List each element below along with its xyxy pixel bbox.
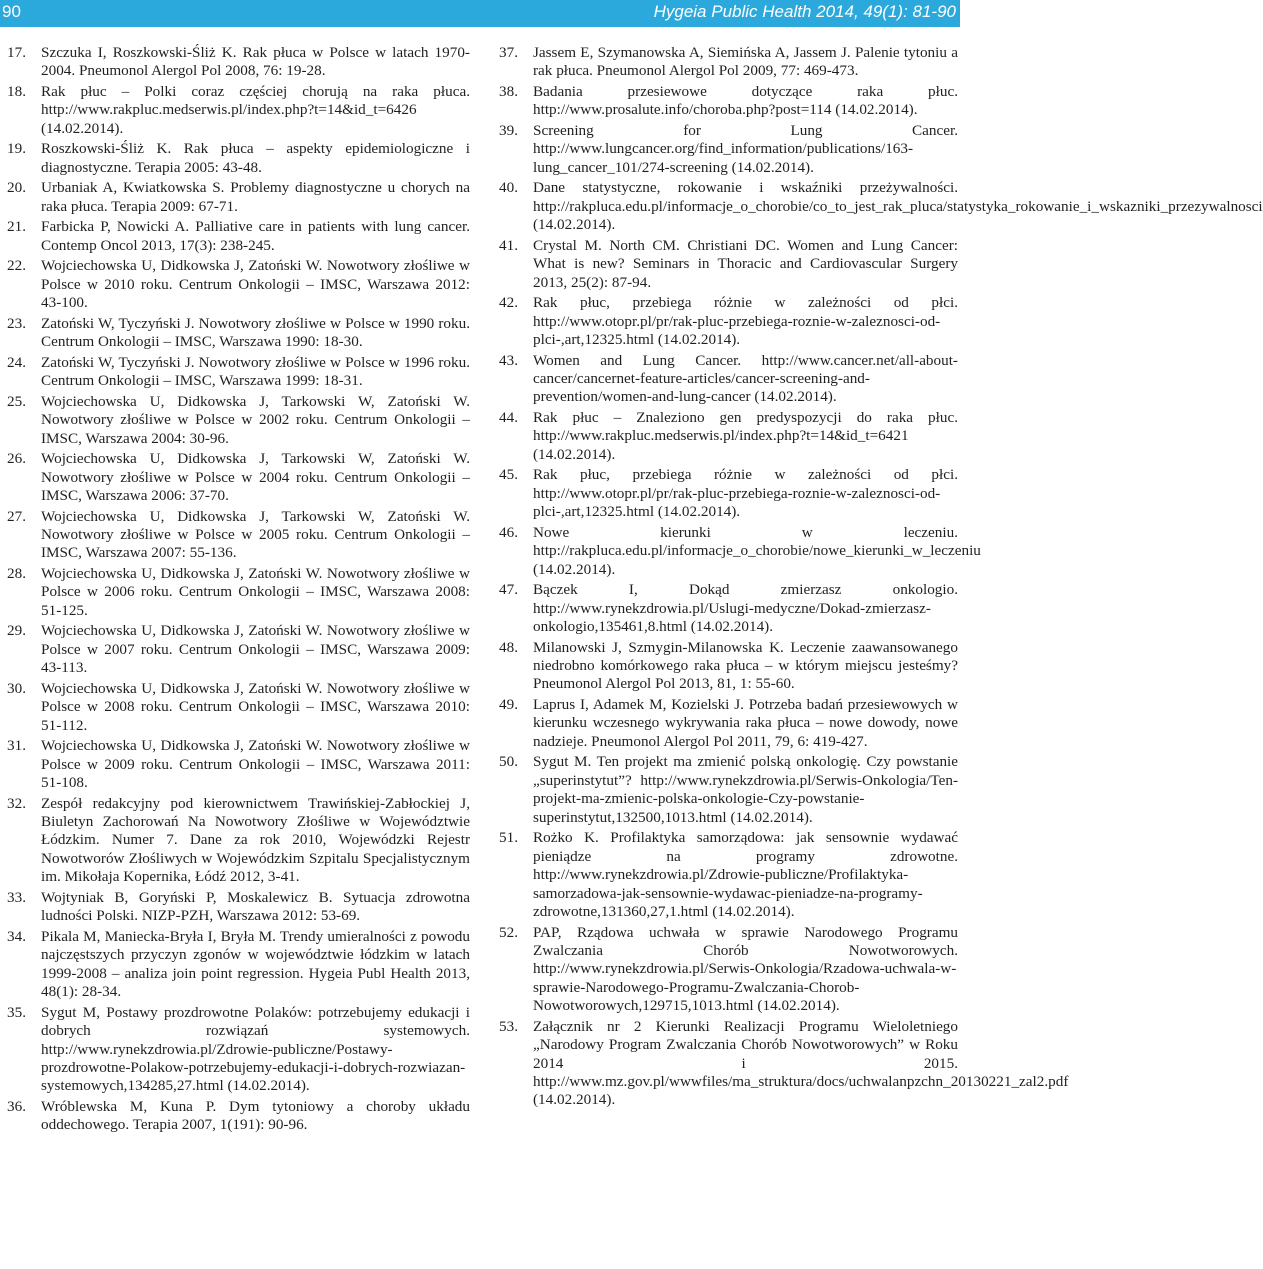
reference-text: Sygut M, Postawy prozdrowotne Polaków: potrzebujemy edukacji i dobrych rozwiązań systemowych. http://www.rynekzdrowia.pl/Zdrowie-publiczne/Postawy-prozdrowotne-Polakow-potrzebujemy-edukacji-i-dobrych-rozwiazan-systemowych,134285,27.html (14.02.2014).	[41, 1003, 470, 1095]
reference-text: Nowe kierunki w leczeniu. http://rakpluca.edu.pl/informacje_o_chorobie/nowe_kierunki_w_leczeniu (14.02.2014).	[533, 523, 981, 578]
reference-item	[0, 889, 470, 926]
reference-text: Laprus I, Adamek M, Kozielski J. Potrzeba badań przesiewowych w kierunku wczesnego wykrywania raka płuca – nowe dowody, nowe nadzieje. Pneumonol Alergol Pol 2011, 79, 6: 419-427.	[533, 696, 958, 750]
reference-number: 34.	[7, 927, 26, 945]
reference-number: 50.	[499, 753, 518, 771]
reference-number: 40.	[499, 179, 518, 197]
reference-item	[0, 622, 470, 677]
reference-item	[492, 523, 981, 579]
reference-text: Wojciechowska U, Didkowska J, Tarkowski W, Zatoński W. Nowotwory złośliwe w Polsce w 2004 roku. Centrum Onkologii – IMSC, Warszawa 2006: 37-70.	[41, 450, 470, 505]
reference-number: 32.	[7, 794, 26, 812]
reference-text: Wojciechowska U, Didkowska J, Zatoński W. Nowotwory złośliwe w Polsce w 2010 roku. Centrum Onkologii – IMSC, Warszawa 2012: 43-100.	[41, 257, 470, 312]
reference-item	[492, 639, 958, 694]
reference-text: Wojciechowska U, Didkowska J, Tarkowski W, Zatoński W. Nowotwory złośliwe w Polsce w 2002 roku. Centrum Onkologii – IMSC, Warszawa 2004: 30-96.	[41, 392, 470, 447]
reference-text: Rak płuc – Znaleziono gen predyspozycji do raka płuc. http://www.rakpluc.medserwis.pl/index.php?t=14&id_t=6421 (14.02.2014).	[533, 409, 958, 463]
reference-item	[0, 315, 470, 352]
reference-number: 28.	[7, 565, 26, 583]
reference-item	[492, 581, 958, 636]
reference-text: Wojciechowska U, Didkowska J, Zatoński W. Nowotwory złośliwe w Polsce w 2008 roku. Centrum Onkologii – IMSC, Warszawa 2010: 51-112.	[41, 679, 470, 734]
reference-text: Rak płuc, przebiega różnie w zależności od płci. http://www.otopr.pl/pr/rak-pluc-przebiega-roznie-w-zaleznosci-od-plci-,art,12325.html (14.02.2014).	[533, 466, 958, 521]
reference-number: 41.	[499, 236, 518, 254]
reference-text: Crystal M. North CM. Christiani DC. Women and Lung Cancer: What is new? Seminars in Thoracic and Cardiovascular Surgery 2013, 25(2): 87-94.	[533, 236, 958, 291]
reference-number: 20.	[7, 179, 26, 197]
reference-item	[0, 680, 470, 735]
reference-number: 45.	[499, 466, 518, 484]
reference-item	[492, 829, 958, 921]
reference-item	[0, 737, 470, 792]
reference-text: Wojciechowska U, Didkowska J, Zatoński W. Nowotwory złośliwe w Polsce w 2006 roku. Centrum Onkologii – IMSC, Warszawa 2008: 51-125.	[41, 565, 470, 619]
reference-item	[492, 1017, 1069, 1110]
reference-number: 42.	[499, 294, 518, 312]
reference-text: Wróblewska M, Kuna P. Dym tytoniowy a choroby układu oddechowego. Terapia 2007, 1(191): 90-96.	[41, 1097, 470, 1134]
reference-text: Rożko K. Profilaktyka samorządowa: jak sensownie wydawać pieniądze na programy zdrowotne. http://www.rynekzdrowia.pl/Zdrowie-publiczne/Profilaktyka-samorzadowa-jak-sensownie-wydawac-pieniadze-na-programy-zdrowotne,131360,27,1.html (14.02.2014).	[533, 829, 958, 920]
reference-number: 25.	[7, 392, 26, 410]
reference-item	[492, 179, 1263, 234]
reference-text: Wojciechowska U, Didkowska J, Tarkowski W, Zatoński W. Nowotwory złośliwe w Polsce w 2005 roku. Centrum Onkologii – IMSC, Warszawa 2007: 55-136.	[41, 507, 470, 562]
reference-text: Wojtyniak B, Goryński P, Moskalewicz B. Sytuacja zdrowotna ludności Polski. NIZP-PZH, Warszawa 2012: 53-69.	[41, 888, 470, 925]
reference-text: Wojciechowska U, Didkowska J, Zatoński W. Nowotwory złośliwe w Polsce w 2007 roku. Centrum Onkologii – IMSC, Warszawa 2009: 43-113.	[41, 622, 470, 677]
reference-item	[0, 1098, 470, 1135]
reference-number: 17.	[7, 44, 26, 61]
reference-item	[492, 466, 958, 521]
reference-number: 39.	[499, 122, 518, 139]
reference-text: Jassem E, Szymanowska A, Siemińska A, Jassem J. Palenie tytoniu a rak płuca. Pneumonol Alergol Pol 2009, 77: 469-473.	[533, 44, 958, 80]
reference-item	[0, 508, 470, 563]
reference-text: PAP, Rządowa uchwała w sprawie Narodowego Programu Zwalczania Chorób Nowotworowych. http://www.rynekzdrowia.pl/Serwis-Onkologia/Rzadowa-uchwala-w-sprawie-Narodowego-Programu-Zwalczania-Chorob-Nowotworowych,129715,1013.html (14.02.2014).	[533, 923, 958, 1015]
reference-text: Women and Lung Cancer. http://www.cancer.net/all-about-cancer/cancernet-feature-articles/cancer-screening-and-prevention/women-and-lung-cancer (14.02.2014).	[533, 351, 958, 406]
reference-text: Zatoński W, Tyczyński J. Nowotwory złośliwe w Polsce w 1990 roku. Centrum Onkologii – IMSC, Warszawa 1990: 18-30.	[41, 314, 470, 351]
reference-item	[0, 83, 470, 138]
reference-number: 36.	[7, 1097, 26, 1115]
reference-text: Farbicka P, Nowicki A. Palliative care in patients with lung cancer. Contemp Oncol 2013, 17(3): 238-245.	[41, 218, 470, 254]
reference-item	[0, 565, 470, 620]
reference-number: 38.	[499, 83, 518, 100]
reference-item	[492, 696, 958, 751]
references-left-column	[0, 44, 470, 1137]
reference-item	[0, 44, 470, 81]
reference-number: 29.	[7, 622, 26, 640]
reference-text: Załącznik nr 2 Kierunki Realizacji Programu Wieloletniego „Narodowy Program Zwalczania Chorób Nowotworowych” w Roku 2014 i 2015. http://www.mz.gov.pl/wwwfiles/ma_struktura/docs/uchwalanpzchn_20130221_zal2.pdf (14.02.2014).	[533, 1017, 1069, 1109]
journal-citation: Hygeia Public Health 2014, 49(1): 81-90	[653, 2, 956, 21]
reference-number: 18.	[7, 83, 26, 100]
reference-item	[492, 294, 958, 349]
reference-item	[492, 83, 958, 120]
page-number: 90	[2, 2, 21, 21]
reference-number: 51.	[499, 829, 518, 847]
reference-text: Wojciechowska U, Didkowska J, Zatoński W. Nowotwory złośliwe w Polsce w 2009 roku. Centrum Onkologii – IMSC, Warszawa 2011: 51-108.	[41, 737, 470, 792]
reference-number: 53.	[499, 1017, 518, 1035]
reference-text: Milanowski J, Szmygin-Milanowska K. Leczenie zaawansowanego niedrobno komórkowego raka płuca – w którym miejscu jesteśmy? Pneumonol Alergol Pol 2013, 81, 1: 55-60.	[533, 638, 958, 693]
reference-number: 37.	[499, 44, 518, 61]
reference-number: 49.	[499, 696, 518, 714]
reference-number: 44.	[499, 409, 518, 427]
page-header	[0, 0, 960, 27]
reference-item	[492, 122, 958, 177]
reference-item	[0, 450, 470, 505]
reference-number: 23.	[7, 314, 26, 332]
reference-item	[0, 1004, 470, 1096]
reference-item	[492, 753, 958, 827]
reference-item	[492, 409, 958, 464]
reference-number: 47.	[499, 581, 518, 599]
reference-number: 22.	[7, 257, 26, 275]
reference-item	[0, 928, 470, 1002]
reference-number: 19.	[7, 140, 26, 158]
reference-item	[0, 354, 470, 391]
reference-text: Bączek I, Dokąd zmierzasz onkologio. http://www.rynekzdrowia.pl/Uslugi-medyczne/Dokad-zmierzasz-onkologio,135461,8.html (14.02.2014).	[533, 581, 958, 636]
reference-text: Zatoński W, Tyczyński J. Nowotwory złośliwe w Polsce w 1996 roku. Centrum Onkologii – IMSC, Warszawa 1999: 18-31.	[41, 353, 470, 390]
reference-number: 52.	[499, 923, 518, 941]
reference-text: Szczuka I, Roszkowski-Śliż K. Rak płuca w Polsce w latach 1970-2004. Pneumonol Alergol Pol 2008, 76: 19-28.	[41, 44, 470, 80]
reference-text: Roszkowski-Śliż K. Rak płuca – aspekty epidemiologiczne i diagnostyczne. Terapia 2005: 43-48.	[41, 140, 470, 176]
reference-text: Sygut M. Ten projekt ma zmienić polską onkologię. Czy powstanie „superinstytut”? http://www.rynekzdrowia.pl/Serwis-Onkologia/Ten-projekt-ma-zmienic-polska-onkologie-Czy-powstanie-superinstytut,132500,1013.html (14.02.2014).	[533, 753, 958, 826]
reference-number: 30.	[7, 679, 26, 697]
reference-item	[492, 352, 958, 407]
reference-number: 33.	[7, 888, 26, 906]
reference-number: 35.	[7, 1003, 26, 1021]
reference-number: 43.	[499, 351, 518, 369]
reference-item	[0, 218, 470, 255]
reference-number: 24.	[7, 353, 26, 371]
reference-text: Screening for Lung Cancer. http://www.lungcancer.org/find_information/publications/163-lung_cancer_101/274-screening (14.02.2014).	[533, 122, 958, 176]
reference-item	[0, 140, 470, 177]
reference-item	[0, 257, 470, 312]
reference-text: Badania przesiewowe dotyczące raka płuc. http://www.prosalute.info/choroba.php?post=114 (14.02.2014).	[533, 83, 958, 119]
reference-item	[0, 795, 470, 887]
reference-text: Dane statystyczne, rokowanie i wskaźniki przeżywalności. http://rakpluca.edu.pl/informacje_o_chorobie/co_to_jest_rak_pluca/statystyka_rokowanie_i_wskazniki_przezywalnosci (14.02.2014).	[533, 179, 1263, 234]
reference-number: 46.	[499, 523, 518, 541]
reference-number: 27.	[7, 507, 26, 525]
reference-item	[492, 44, 958, 81]
reference-number: 31.	[7, 737, 26, 755]
reference-text: Rak płuc, przebiega różnie w zależności od płci. http://www.otopr.pl/pr/rak-pluc-przebiega-roznie-w-zaleznosci-od-plci-,art,12325.html (14.02.2014).	[533, 294, 958, 349]
reference-number: 48.	[499, 638, 518, 656]
references-right-column	[492, 44, 1263, 1112]
reference-text: Rak płuc – Polki coraz częściej chorują na raka płuca. http://www.rakpluc.medserwis.pl/index.php?t=14&id_t=6426 (14.02.2014).	[41, 83, 470, 137]
reference-text: Zespół redakcyjny pod kierownictwem Trawińskiej-Zabłockiej J, Biuletyn Zachorowań Na Nowotwory Złośliwe w Województwie Łódzkim. Numer 7. Dane za rok 2010, Wojewódzki Rejestr Nowotworów Złośliwych w Wojewódzkim Szpitalu Specjalistycznym im. Mikołaja Kopernika, Łódź 2012, 3-41.	[41, 794, 470, 886]
reference-item	[492, 924, 958, 1016]
reference-item	[0, 393, 470, 448]
reference-item	[492, 237, 958, 292]
reference-number: 21.	[7, 218, 26, 236]
reference-item	[0, 179, 470, 216]
reference-text: Pikala M, Maniecka-Bryła I, Bryła M. Trendy umieralności z powodu najczęstszych przyczyn zgonów w województwie łódzkim w latach 1999-2008 – analiza join point regression. Hygeia Publ Health 2013, 48(1): 28-34.	[41, 927, 470, 1001]
reference-number: 26.	[7, 450, 26, 468]
reference-text: Urbaniak A, Kwiatkowska S. Problemy diagnostyczne u chorych na raka płuca. Terapia 2009: 67-71.	[41, 179, 470, 215]
